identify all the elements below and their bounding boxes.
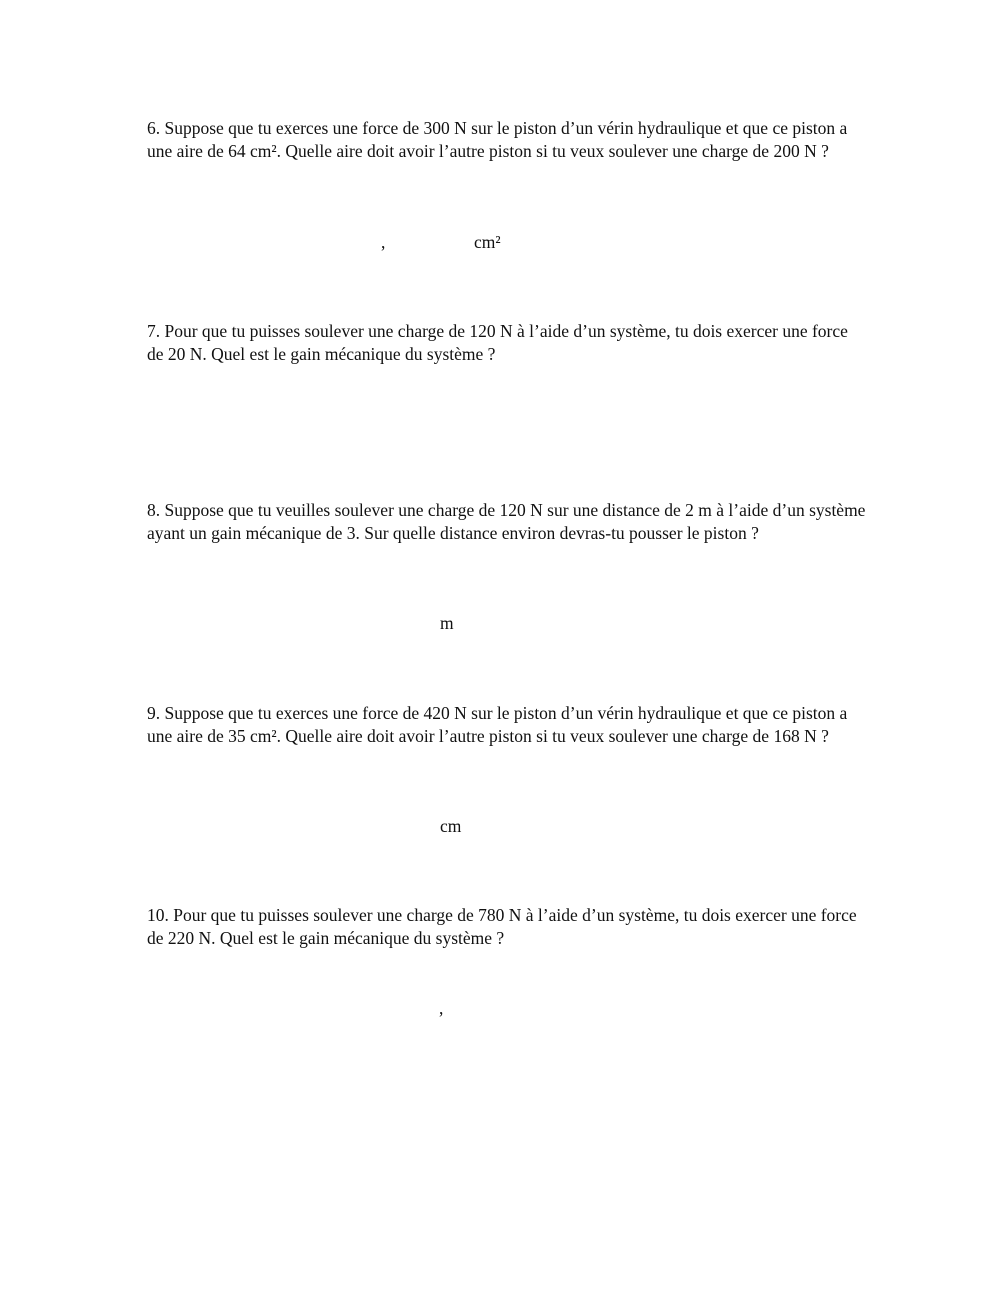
question-6-answer-separator: , — [381, 232, 386, 252]
question-8-answer-unit: m — [440, 613, 454, 633]
question-8-text: 8. Suppose que tu veuilles soulever une charge de 120 N sur une distance de 2 m à l’aide d’un système ayant un gain mécanique de 3. Sur quelle distance environ devras-tu pousser le piston ? — [147, 500, 866, 543]
question-9-answer-unit: cm — [440, 816, 462, 836]
question-10-text: 10. Pour que tu puisses soulever une charge de 780 N à l’aide d’un système, tu dois exercer une force de 220 N. Quel est le gain mécanique du système ? — [147, 905, 857, 948]
question-6-text: 6. Suppose que tu exerces une force de 300 N sur le piston d’un vérin hydraulique et que ce piston a une aire de 64 cm². Quelle aire doit avoir l’autre piston si tu veux soulever une charge de 200 N ? — [147, 118, 848, 161]
question-6-answer-unit: cm² — [474, 232, 501, 252]
question-7-text: 7. Pour que tu puisses soulever une charge de 120 N à l’aide d’un système, tu dois exercer une force de 20 N. Quel est le gain mécanique du système ? — [147, 321, 848, 364]
question-10-answer-separator: , — [439, 998, 444, 1018]
question-9-text: 9. Suppose que tu exerces une force de 420 N sur le piston d’un vérin hydraulique et que ce piston a une aire de 35 cm². Quelle aire doit avoir l’autre piston si tu veux soulever une charge de 168 N ? — [147, 703, 848, 746]
